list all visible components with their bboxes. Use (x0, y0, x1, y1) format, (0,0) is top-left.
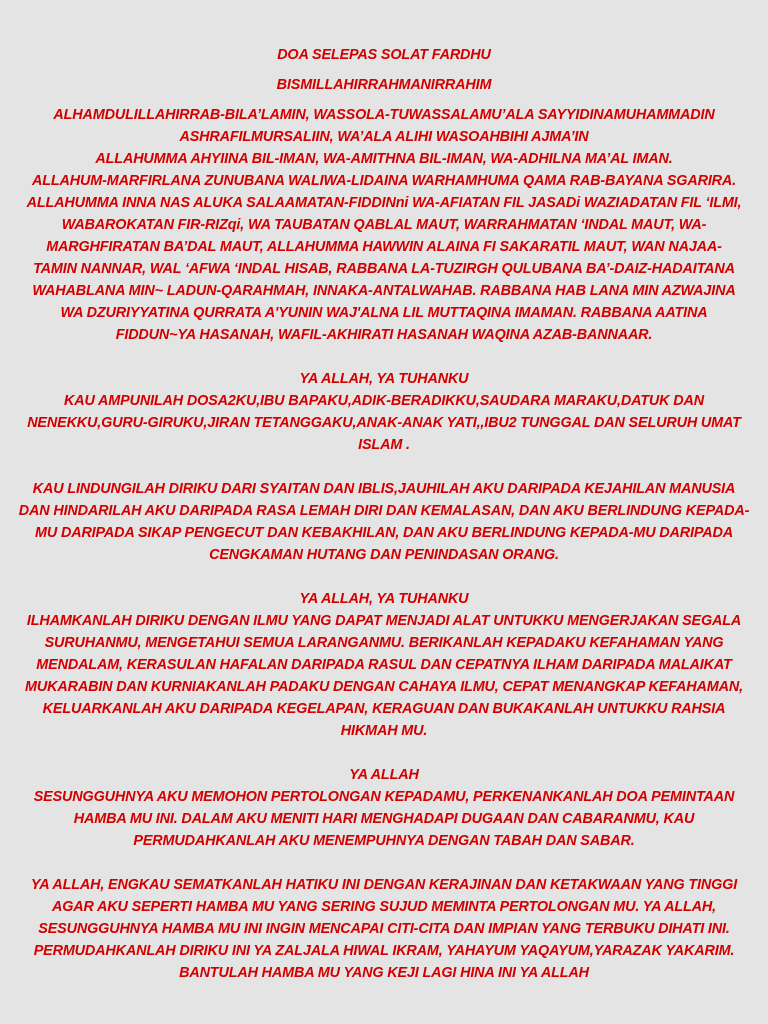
text-line: CENGKAMAN HUTANG DAN PENINDASAN ORANG. (209, 547, 559, 563)
text-line: DAN HINDARILAH AKU DARIPADA RASA LEMAH DIRI DAN KEMALASAN, DAN AKU BERLINDUNG KEPADA- (18, 503, 750, 519)
text-line: SESUNGGUHNYA HAMBA MU INI INGIN MENCAPAI CITI-CITA DAN IMPIAN YANG TERBUKU DIHATI INI. (38, 921, 730, 937)
text-line: MENDALAM, KERASULAN HAFALAN DARIPADA RASUL DAN CEPATNYA ILHAM DARIPADA MALAIKAT (36, 657, 732, 673)
text-line: NENEKKU,GURU-GIRUKU,JIRAN TETANGGAKU,ANAK-ANAK YATI,,IBU2 TUNGGAL DAN SELURUH UMAT (27, 415, 741, 431)
text-line: WA DZURIYYATINA QURRATA A'YUNIN WAJ'ALNA LIL MUTTAQINA IMAMAN. RABBANA AATINA (60, 305, 708, 321)
text-line: ALLAHUM-MARFIRLANA ZUNUBANA WALIWA-LIDAINA WARHAMHUMA QAMA RAB-BAYANA SGARIRA. (32, 173, 736, 189)
text-line: KAU LINDUNGILAH DIRIKU DARI SYAITAN DAN IBLIS,JAUHILAH AKU DARIPADA KEJAHILAN MANUSIA (32, 481, 736, 497)
section-help (2, 764, 766, 852)
text-line: HIKMAH MU. (340, 723, 428, 739)
text-line: PERMUDAHKANLAH AKU MENEMPUHNYA DENGAN TABAH DAN SABAR. (133, 833, 635, 849)
section-heading: YA ALLAH, YA TUHANKU (299, 591, 469, 607)
text-line: ALLAHUMMA AHYIINA BIL-IMAN, WA-AMITHNA BIL-IMAN, WA-ADHILNA MA’AL IMAN. (95, 151, 673, 167)
text-line: ALLAHUMMA INNA NAS ALUKA SALAAMATAN-FIDDINni WA-AFIATAN FIL JASADi WAZIADATAN FIL ‘ILMI, (26, 195, 742, 211)
text-line: ILHAMKANLAH DIRIKU DENGAN ILMU YANG DAPAT MENJADI ALAT UNTUKKU MENGERJAKAN SEGALA (26, 613, 742, 629)
paragraph-gap (2, 456, 766, 478)
section-heading: YA ALLAH, YA TUHANKU (299, 371, 469, 387)
text-line: MUKARABIN DAN KURNIAKANLAH PADAKU DENGAN CAHAYA ILMU, CEPAT MENANGKAP KEFAHAMAN, (25, 679, 743, 695)
text-line: SURUHANMU, MENGETAHUI SEMUA LARANGANMU. BERIKANLAH KEPADAKU KEFAHAMAN YANG (44, 635, 724, 651)
text-line: TAMIN NANNAR, WAL ‘AFWA ‘INDAL HISAB, RABBANA LA-TUZIRGH QULUBANA BA’-DAIZ-HADAITANA (33, 261, 735, 277)
text-line: KAU AMPUNILAH DOSA2KU,IBU BAPAKU,ADIK-BERADIKKU,SAUDARA MARAKU,DATUK DAN (64, 393, 704, 409)
text-line: MARGHFIRATAN BA’DAL MAUT, ALLAHUMMA HAWWIN ALAINA FI SAKARATIL MAUT, WAN NAJAA- (46, 239, 722, 255)
text-line: HAMBA MU INI. DALAM AKU MENITI HARI MENGHADAPI DUGAAN DAN CABARANMU, KAU (73, 811, 695, 827)
paragraph-gap (2, 346, 766, 368)
basmalah-line: BISMILLAHIRRAHMANIRRAHIM (276, 77, 492, 93)
section-closing (2, 874, 766, 984)
text-line: MU DARIPADA SIKAP PENGECUT DAN KEBAKHILAN, DAN AKU BERLINDUNG KEPADA-MU DARIPADA (35, 525, 733, 541)
text-line: SESUNGGUHNYA AKU MEMOHON PERTOLONGAN KEPADAMU, PERKENANKANLAH DOA PEMINTAAN (33, 789, 735, 805)
section-opening-prayer (2, 104, 766, 346)
paragraph-gap (2, 742, 766, 764)
text-line: BANTULAH HAMBA MU YANG KEJI LAGI HINA INI YA ALLAH (179, 965, 589, 981)
paragraph-gap (2, 852, 766, 874)
paragraph-gap (2, 566, 766, 588)
text-line: WAHABLANA MIN~ LADUN-QARAHMAH, INNAKA-ANTALWAHAB. RABBANA HAB LANA MIN AZWAJINA (32, 283, 736, 299)
section-knowledge (2, 588, 766, 742)
text-line: PERMUDAHKANLAH DIRIKU INI YA ZALJALA HIWAL IKRAM, YAHAYUM YAQAYUM,YARAZAK YAKARIM. (33, 943, 735, 959)
document-title: DOA SELEPAS SOLAT FARDHU (277, 47, 491, 63)
text-line: WABAROKATAN FIR-RIZqi, WA TAUBATAN QABLAL MAUT, WARRAHMATAN ‘INDAL MAUT, WA- (61, 217, 707, 233)
text-line: KELUARKANLAH AKU DARIPADA KEGELAPAN, KERAGUAN DAN BUKAKANLAH UNTUKKU RAHSIA (42, 701, 726, 717)
text-line: FIDDUN~YA HASANAH, WAFIL-AKHIRATI HASANAH WAQINA AZAB-BANNAAR. (115, 327, 653, 343)
text-line: AGAR AKU SEPERTI HAMBA MU YANG SERING SUJUD MEMINTA PERTOLONGAN MU. YA ALLAH, (51, 899, 717, 915)
text-line: ASHRAFILMURSALIIN, WA’ALA ALIHI WASOAHBIHI AJMA’IN (179, 129, 589, 145)
text-line: ISLAM . (358, 437, 410, 453)
section-heading: YA ALLAH (349, 767, 419, 783)
section-protection (2, 478, 766, 566)
section-forgiveness (2, 368, 766, 456)
text-line: ALHAMDULILLAHIRRAB-BILA’LAMIN, WASSOLA-TUWASSALAMU’ALA SAYYIDINAMUHAMMADIN (53, 107, 715, 123)
text-line: YA ALLAH, ENGKAU SEMATKANLAH HATIKU INI DENGAN KERAJINAN DAN KETAKWAAN YANG TINGGI (30, 877, 738, 893)
